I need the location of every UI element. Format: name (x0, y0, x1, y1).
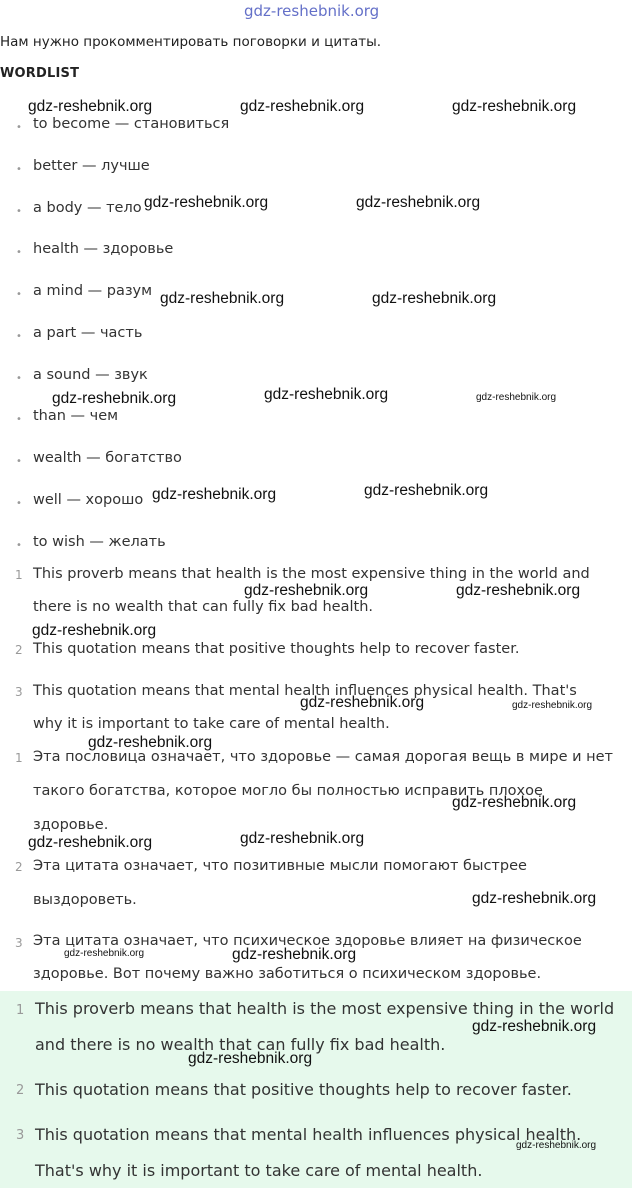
answer-number: 2 (16, 1083, 25, 1098)
wordlist-item: well — хорошо (33, 492, 144, 508)
watermark: gdz-reshebnik.org (28, 834, 153, 851)
answer-line: Эта пословица означает, что здоровье — самая дорогая вещь в мире и нет (33, 749, 613, 765)
wordlist-item: wealth — богатство (33, 450, 182, 466)
bullet-icon: • (16, 164, 22, 175)
answer-number: 3 (16, 1128, 25, 1143)
wordlist-item: health — здоровье (33, 241, 174, 257)
watermark: gdz-reshebnik.org (144, 194, 269, 211)
watermark: gdz-reshebnik.org (32, 622, 157, 639)
bullet-icon: • (16, 331, 22, 342)
answer-line: такого богатства, которое могло бы полностью исправить плохое (33, 783, 543, 799)
site-link[interactable]: gdz-reshebnik.org (244, 2, 380, 20)
answer-line: there is no wealth that can fully fix bad health. (33, 599, 373, 615)
answer-text (33, 740, 629, 842)
bullet-icon: • (16, 540, 22, 551)
bullet-icon: • (16, 498, 22, 509)
watermark: gdz-reshebnik.org (512, 700, 593, 711)
answer-number: 3 (15, 685, 23, 699)
answer-line: здоровье. Вот почему важно заботиться о психическом здоровье. (33, 966, 542, 982)
watermark: gdz-reshebnik.org (64, 948, 145, 959)
watermark: gdz-reshebnik.org (264, 386, 389, 403)
answer-line: why it is important to take care of mental health. (33, 716, 390, 732)
watermark: gdz-reshebnik.org (188, 1050, 313, 1067)
watermark: gdz-reshebnik.org (88, 734, 213, 751)
watermark: gdz-reshebnik.org (516, 1140, 597, 1151)
answer-number: 3 (15, 936, 23, 950)
bullet-icon: • (16, 122, 22, 133)
answer-line: This quotation means that mental health influences physical health. That's (33, 683, 577, 699)
answer-line: здоровье. (33, 817, 109, 833)
watermark: gdz-reshebnik.org (356, 194, 481, 211)
watermark: gdz-reshebnik.org (160, 290, 285, 307)
answer-line: This proverb means that health is the most expensive thing in the world (35, 999, 615, 1018)
watermark: gdz-reshebnik.org (240, 830, 365, 847)
wordlist-item: to become — становиться (33, 116, 230, 132)
bullet-icon: • (16, 206, 22, 217)
watermark: gdz-reshebnik.org (232, 946, 357, 963)
bullet-icon: • (16, 414, 22, 425)
watermark: gdz-reshebnik.org (28, 98, 153, 115)
bullet-icon: • (16, 456, 22, 467)
watermark: gdz-reshebnik.org (152, 486, 277, 503)
wordlist-title: WORDLIST (0, 66, 80, 81)
watermark: gdz-reshebnik.org (456, 582, 581, 599)
watermark: gdz-reshebnik.org (452, 98, 577, 115)
watermark: gdz-reshebnik.org (452, 794, 577, 811)
wordlist-item: better — лучше (33, 158, 150, 174)
answer-text (35, 1117, 631, 1189)
watermark: gdz-reshebnik.org (244, 582, 369, 599)
bullet-icon: • (16, 289, 22, 300)
watermark: gdz-reshebnik.org (240, 98, 365, 115)
watermark: gdz-reshebnik.org (52, 390, 177, 407)
answer-number: 1 (16, 1003, 25, 1018)
answer-line: and there is no wealth that can fully fix bad health. (35, 1035, 446, 1054)
answer-line: This quotation means that positive thoughts help to recover faster. (33, 641, 520, 657)
answer-number: 1 (15, 568, 23, 582)
answer-number: 1 (15, 751, 23, 765)
watermark: gdz-reshebnik.org (476, 392, 557, 403)
answer-line: Эта цитата означает, что позитивные мысли помогают быстрее (33, 858, 527, 874)
wordlist-item: a mind — разум (33, 283, 153, 299)
wordlist-item: than — чем (33, 408, 119, 424)
answer-line: This quotation means that positive thoughts help to recover faster. (35, 1080, 572, 1099)
wordlist-item: a part — часть (33, 325, 143, 341)
bullet-icon: • (16, 373, 22, 384)
bullet-icon: • (16, 247, 22, 258)
answer-line: This proverb means that health is the most expensive thing in the world and (33, 566, 590, 582)
answer-line: This quotation means that mental health influences physical health. (35, 1125, 582, 1144)
wordlist-item: a sound — звук (33, 367, 148, 383)
answer-number: 2 (15, 643, 23, 657)
watermark: gdz-reshebnik.org (472, 890, 597, 907)
answer-line: выздороветь. (33, 892, 137, 908)
watermark: gdz-reshebnik.org (364, 482, 489, 499)
answer-line: Эта цитата означает, что психическое здоровье влияет на физическое (33, 933, 582, 949)
wordlist-item: to wish — желать (33, 534, 166, 550)
wordlist-item: a body — тело (33, 200, 142, 216)
watermark: gdz-reshebnik.org (472, 1018, 597, 1035)
answer-text (35, 1072, 631, 1108)
answer-number: 2 (15, 860, 23, 874)
answer-line: That's why it is important to take care of mental health. (35, 1161, 483, 1180)
watermark: gdz-reshebnik.org (372, 290, 497, 307)
intro-text: Нам нужно прокомментировать поговорки и цитаты. (0, 34, 382, 50)
watermark: gdz-reshebnik.org (300, 694, 425, 711)
